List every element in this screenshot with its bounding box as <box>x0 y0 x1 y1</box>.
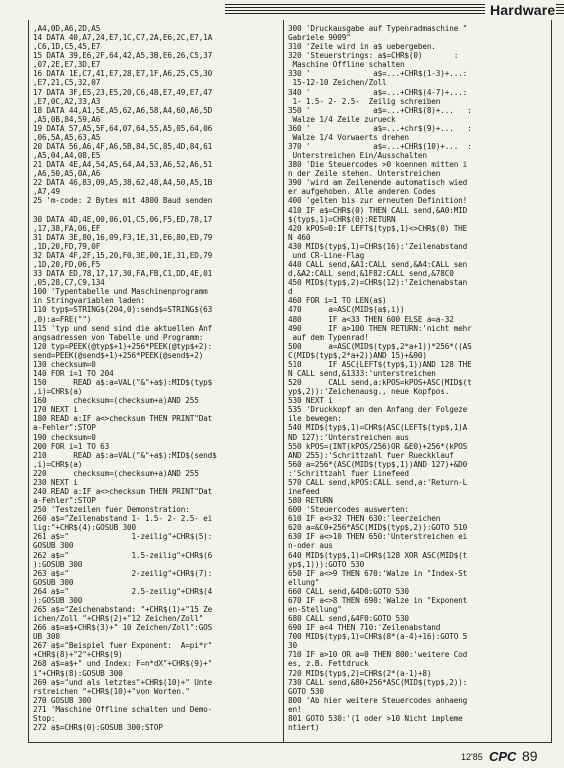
code-line: 30 DATA 4D,4E,00,06,01,C5,06,F5,ED,78,17 <box>33 214 213 224</box>
listing-column-right <box>288 24 538 732</box>
code-line: send=PEEK(@send$+1)+256*PEEK(@send$+2) <box>33 350 204 360</box>
code-line: 265 a$="Zeichenabstand: "+CHR$(1)+"15 Ze <box>33 605 213 614</box>
code-line: 140 FOR i=1 TO 204 <box>33 368 114 378</box>
code-line: :'Schrittzahl fuer Linefeed <box>288 468 409 478</box>
code-line: ,A4,0D,A6,2D,A5 <box>33 24 101 33</box>
code-line: 262 a$=" 1.5-zeilig"+CHR$(6 <box>33 550 213 560</box>
code-line: 540 MID$(typ$,1)=CHR$(ASC(LEFT$(typ$,1)A <box>288 423 468 433</box>
code-line: 200 FOR i=1 TO 63 <box>33 441 110 451</box>
code-line: 600 'Steuercodes auswerten: <box>288 505 409 515</box>
listing-column-left <box>33 24 283 732</box>
code-line: UB 300 <box>33 632 60 642</box>
code-line: ile bewegen: <box>288 414 342 424</box>
code-line: a-Fehler":STOP <box>33 496 96 506</box>
code-line: 272 a$=CHR$(0):GOSUB 300:STOP <box>33 723 163 733</box>
code-line: 220 checksum=(checksum+a)AND 255 <box>33 468 199 478</box>
code-line: 264 a$=" 2.5-zeilig"+CHR$(4 <box>33 586 213 596</box>
code-line: 14 DATA 40,A7,24,E7,1C,C7,2A,E6,2C,E7,1A <box>33 33 213 43</box>
code-line: yp$,2)):'Zeichenausg., neue Kopfpos. <box>288 387 450 397</box>
page-footer <box>0 748 564 768</box>
code-line: ):GOSUB 300 <box>33 559 83 569</box>
code-line: ,E7,21,C5,32,07 <box>33 78 101 88</box>
code-line: 18 DATA 44,A1,5E,A5,62,A6,58,A4,60,A6,5D <box>33 105 213 115</box>
code-line: 550 kPOS=(INT(kPOS/256)OR &E0)+256*(kPOS <box>288 441 468 451</box>
code-line: 30 <box>288 641 297 651</box>
code-line: ntiert) <box>288 723 320 733</box>
code-line: er aufgehoben. Alle anderen Codes <box>288 187 436 197</box>
code-line: 680 CALL send,&4F0:GOTO 530 <box>288 614 409 624</box>
code-line: ,A7,49 <box>33 187 60 197</box>
code-line: Gabriele 9009" <box>288 33 351 43</box>
column-divider <box>283 20 284 742</box>
code-line: 640 MID$(typ$,1)=CHR$(128 XOR ASC(MID$(t <box>288 550 468 560</box>
code-line: und CR-Line-Flag <box>288 250 365 260</box>
code-line: 271 'Maschine Offline schalten und Demo- <box>33 704 213 714</box>
code-line: 180 READ a:IF a<>checksum THEN PRINT"Dat <box>33 414 213 424</box>
code-line: 17 DATA 3F,E5,23,E5,20,C6,4B,E7,49,E7,47 <box>33 87 213 97</box>
code-line: ,1D,20,FD,79,0F <box>33 241 101 251</box>
code-line: 25 'm-code: 2 Bytes mit 4800 Baud senden <box>33 196 213 206</box>
code-line: ,A5,0B,84,59,A6 <box>33 114 101 124</box>
code-line: 620 a=&C0+256*ASC(MID$(typ$,2)):GOTO 510 <box>288 523 468 533</box>
code-line: 31 DATA 3E,80,16,09,F3,1E,31,E6,80,ED,79 <box>33 232 213 242</box>
code-line: 250 'Testzeilen fuer Demonstration: <box>33 505 190 515</box>
code-line: Maschine Offline schalten <box>288 60 405 70</box>
code-line: 15-12-10 Zeichen/Zoll <box>288 78 387 88</box>
code-line: 261 a$=" 1-zeilig"+CHR$(5): <box>33 532 213 542</box>
code-line: 1- 1.5- 2- 2.5- Zeilig schreiben <box>288 96 441 106</box>
code-line: Stop: <box>33 713 56 723</box>
code-line: 115 'typ und send sind die aktuellen Anf <box>33 323 213 333</box>
code-line: 670 IF a<>8 THEN 690:'Walze in "Exponent <box>288 595 468 605</box>
code-line: 350 ' a$=...+CHR$(8)+... : <box>288 105 472 115</box>
code-line: 21 DATA 4E,A4,54,A5,64,A4,53,A6,52,A6,51 <box>33 160 213 170</box>
code-line: 510 IF ASC(LEFT$(typ$,1))AND 128 THE <box>288 359 472 369</box>
code-line: ND 127):'Unterstreichen aus <box>288 432 409 442</box>
issue-date: 12'85 <box>461 752 483 762</box>
code-line: 460 FOR i=1 TO LEN(a$) <box>288 296 387 306</box>
code-line: 32 DATA 4F,2F,15,20,F0,3E,00,1E,31,ED,79 <box>33 250 213 260</box>
code-line <box>33 206 283 215</box>
code-line: in Stringvariablen laden: <box>33 296 145 306</box>
code-line: rstreichen "+CHR$(10)+"von Worten." <box>33 686 190 696</box>
code-line: 610 IF a<>32 THEN 630:'leerzeichen <box>288 514 441 524</box>
code-line: 520 CALL send,a:kPOS=kPOS+ASC(MID$(t <box>288 378 472 388</box>
code-line: 690 IF a<4 THEN 710:'Zeilenabstand <box>288 623 441 633</box>
code-line: 268 a$=a$+" und Index: F=n*dX"+CHR$(9)+" <box>33 659 213 669</box>
code-line: 660 CALL send,&4D0:GOTO 530 <box>288 586 409 596</box>
code-line: a-Fehler":STOP <box>33 423 96 433</box>
code-line: en-Stellung" <box>288 605 342 614</box>
code-line: 267 a$="Beispiel fuer Exponent: A=pi*r" <box>33 641 213 651</box>
code-line: 430 MID$(typ$,1)=CHR$(16):'Zeilenabstand <box>288 241 468 251</box>
code-line: GOSUB 300 <box>33 577 74 587</box>
code-line: AND 255):'Schrittzahl fuer Rueckklauf <box>288 450 454 460</box>
code-line: 380 'Die Steuercodes >0 koennen mitten i <box>288 160 468 170</box>
code-line: ichen/Zoll "+CHR$(2)+"12 Zeichen/Zoll" <box>33 614 204 624</box>
code-line: 100 'Typentabelle und Maschinenprogramm <box>33 287 208 297</box>
code-line: 400 'gelten bis zur erneuten Definition! <box>288 196 468 206</box>
code-line: 240 READ a:IF a<>checksum THEN PRINT"Dat <box>33 486 213 496</box>
code-line: GOSUB 300 <box>33 541 74 551</box>
code-line: +CHR$(8)+"2"+CHR$(9) <box>33 650 123 660</box>
code-line: 16 DATA 1E,C7,41,E7,28,E7,1F,A6,25,C5,30 <box>33 69 213 79</box>
page-header <box>0 0 564 20</box>
code-line: ,E7,0C,A2,33,A3 <box>33 96 101 106</box>
code-line: ,A5,04,A4,08,E5 <box>33 151 101 161</box>
code-line: 120 typ=PEEK(@typ$+1)+256*PEEK(@typ$+2): <box>33 341 213 351</box>
code-line: 710 IF a>10 OR a=0 THEN 800:'weitere Cod <box>288 650 468 660</box>
code-line: 150 READ a$:a=VAL("&"+a$):MID$(typ$ <box>33 378 213 388</box>
code-line: 630 IF a<>10 THEN 650:'Unterstreichen ei <box>288 532 468 542</box>
code-line: ,05,28,C7,C9,134 <box>33 278 105 288</box>
code-line: 20 DATA 56,A6,4F,A6,5B,84,5C,85,4D,84,61 <box>33 142 213 152</box>
code-line: ,A6,50,A5,0A,A6 <box>33 169 101 179</box>
code-line: i"+CHR$(8):GOSUB 300 <box>33 668 123 678</box>
header-rule-lines <box>225 4 485 15</box>
code-line: 170 NEXT i <box>33 405 78 415</box>
code-line: GOTO 530 <box>288 686 324 696</box>
code-line: 230 NEXT i <box>33 477 78 487</box>
code-line: 263 a$=" 2-zeilig"+CHR$(7): <box>33 568 213 578</box>
code-line: inefeed <box>288 486 320 496</box>
code-line: 330 ' a$=...+CHR$(1-3)+...: <box>288 69 468 79</box>
code-line: 390 'wird am Zeilenende automatisch wied <box>288 178 468 188</box>
code-line: 160 checksum=(checksum+a)AND 255 <box>33 396 199 406</box>
code-line: 270 GOSUB 300 <box>33 695 92 705</box>
code-line: angsadressen von Tabelle und Programm: <box>33 332 204 342</box>
code-line: ,1D,20,FD,06,F5 <box>33 260 101 270</box>
code-line: ,i)=CHR$(a) <box>33 387 83 397</box>
code-line: C(MID$(typ$,2*a+2))AND 15)+&90) <box>288 350 427 360</box>
code-line: N 460 <box>288 232 311 242</box>
code-line: 450 MID$(typ$,2)=CHR$(12):'Zeichenabstan <box>288 278 468 288</box>
code-line: 570 CALL send,kPOS:CALL send,a:'Return-L <box>288 477 468 487</box>
code-line: 730 CALL send,&80+256*ASC(MID$(typ$,2)): <box>288 677 468 687</box>
section-title: Hardware <box>490 2 556 18</box>
code-line: lig:"+CHR$(4):GOSUB 300 <box>33 523 137 533</box>
code-line: ellung" <box>288 577 320 587</box>
code-line: auf dem Typenrad! <box>288 332 369 342</box>
code-line: ,0):a=FRE("") <box>33 314 92 324</box>
code-line: 360 ' a$=...+chr$(9)+... : <box>288 123 472 133</box>
code-line: 19 DATA 57,A5,5F,64,07,64,55,A5,05,64,06 <box>33 123 213 133</box>
code-line: 15 DATA 39,E6,2F,64,42,A5,3B,E6,26,C5,37 <box>33 51 213 61</box>
code-line: 440 CALL send,&A1:CALL send,&A4:CALL sen <box>288 260 468 270</box>
code-line: ,i)=CHR$(a) <box>33 459 83 469</box>
code-line: ,C6,1D,C5,45,E7 <box>33 42 101 52</box>
code-line: 269 a$="und als letztes"+CHR$(10)+" Unte <box>33 677 213 687</box>
header-rule-end <box>556 4 564 15</box>
code-line: ):GOSUB 300 <box>33 595 83 605</box>
code-line: 720 MID$(typ$,2)=CHR$(2*(a-1)+8) <box>288 668 432 678</box>
code-line: ,07,2E,E7,3D,E7 <box>33 60 101 70</box>
code-line: 300 'Druckausgabe auf Typenradmaschine " <box>288 24 468 33</box>
code-line: en! <box>288 704 302 714</box>
code-line: 340 ' a$=...+CHR$(4-7)+...: <box>288 87 468 97</box>
code-line: 530 NEXT i <box>288 396 333 406</box>
code-line: 800 'Ab hier weitere Steuercodes anhaeng <box>288 695 468 705</box>
code-line: N CALL send,&1333:'unterstreichen <box>288 368 436 378</box>
code-line: 130 checksum=0 <box>33 359 96 369</box>
code-line: 320 'Steuerstrings: a$=CHR$(0) : <box>288 51 459 61</box>
code-line: ,17,38,FA,06,EF <box>33 223 101 233</box>
code-line: 580 RETURN <box>288 496 333 506</box>
code-line: 700 MID$(typ$,1)=CHR$(8*(a-4)+16):GOTO 5 <box>288 632 468 642</box>
code-line: Walze 1/4 Vorwaerts drehen <box>288 132 409 142</box>
code-line: 266 a$=a$+CHR$(3)+" 10 Zeichen/Zoll":GOS <box>33 623 213 633</box>
magazine-logo: CPC <box>489 749 517 764</box>
code-line: 110 typ$=STRING$(204,0):send$=STRING$(63 <box>33 305 213 315</box>
code-line: 190 checksum=0 <box>33 432 96 442</box>
code-line: 490 IF a>100 THEN RETURN:'nicht mehr <box>288 323 472 333</box>
code-line: 420 kPOS=0:IF LEFT$(typ$,1)<>CHR$(0) THE <box>288 223 468 233</box>
code-line: 535 'Druckkopf an den Anfang der Folgeze <box>288 405 468 415</box>
code-line: 370 ' a$=...+CHR$(10)+... : <box>288 142 472 152</box>
code-line: 560 a=256*(ASC(MID$(typ$,1))AND 127)+&D0 <box>288 459 468 469</box>
code-line: n-oder aus <box>288 541 333 551</box>
code-line: d <box>288 287 293 297</box>
code-line: 210 READ a$:a=VAL("&"+a$):MID$(send$ <box>33 450 217 460</box>
code-line: 260 a$="Zeilenabstand 1- 1.5- 2- 2.5- ei <box>33 514 213 524</box>
code-line: 22 DATA 46,83,09,A5,38,62,48,A4,50,A5,1B <box>33 178 213 188</box>
code-line: ,06,5A,A5,63,A5 <box>33 132 101 142</box>
code-line: 801 GOTO 530:'(1 oder >10 Nicht impleme <box>288 713 463 723</box>
code-line: yp$,1))):GOTO 530 <box>288 559 365 569</box>
code-line: 480 IF a<33 THEN 600 ELSE a=a-32 <box>288 314 454 324</box>
code-line: 310 'Zeile wird in a$ uebergeben. <box>288 42 436 52</box>
code-line: $(typ$,1)=CHR$(0):RETURN <box>288 214 396 224</box>
code-line: 33 DATA ED,78,17,17,30,FA,FB,C1,DD,4E,01 <box>33 269 213 279</box>
page-number: 89 <box>522 748 538 764</box>
code-line: 410 IF a$=CHR$(0) THEN CALL send,&A0:MID <box>288 205 468 215</box>
code-line: Walze 1/4 Zeile zurueck <box>288 114 396 124</box>
code-line: 470 a=ASC(MID$(a$,i)) <box>288 305 405 315</box>
code-line: es, z.B. Fettdruck <box>288 659 369 669</box>
code-line: 650 IF a<>9 THEN 670:'Walze in "Index-St <box>288 568 468 578</box>
code-line: Unterstreichen Ein/Ausschalten <box>288 151 427 161</box>
code-line: n der Zeile stehen. Unterstreichen <box>288 169 441 179</box>
code-line: d,&A2:CALL send,&1F82:CALL send,&78C0 <box>288 269 454 279</box>
code-line: 500 a=ASC(MID$(typ$,2*a+1))*256*((AS <box>288 341 472 351</box>
